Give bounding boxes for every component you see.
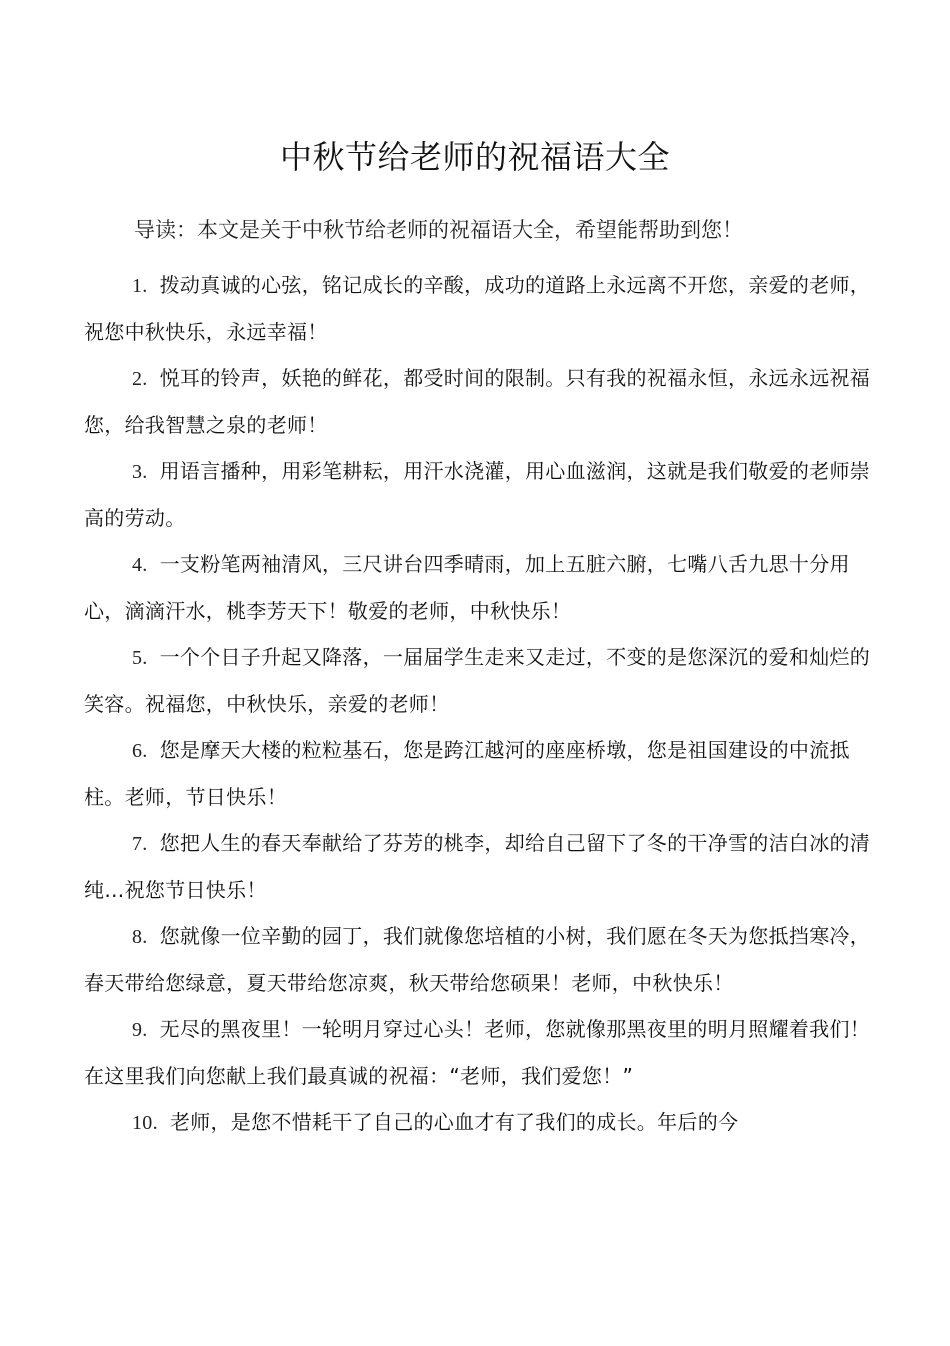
item-number: 3. xyxy=(132,461,148,483)
item-text: 您就像一位辛勤的园丁，我们就像您培植的小树，我们愿在冬天为您抵挡寒冷，春天带给您绿意，夏天带给您凉爽，秋天带给您硕果！老师，中秋快乐！ xyxy=(84,924,871,995)
list-item xyxy=(84,1099,884,1146)
list-item xyxy=(84,727,884,820)
intro-paragraph: 导读：本文是关于中秋节给老师的祝福语大全，希望能帮助到您！ xyxy=(134,218,743,242)
item-text: 拨动真诚的心弦，铭记成长的辛酸，成功的道路上永远离不开您，亲爱的老师，祝您中秋快乐，永远幸福！ xyxy=(84,273,871,344)
item-text: 您把人生的春天奉献给了芬芳的桃李，却给自己留下了冬的干净雪的洁白冰的清纯…祝您节日快乐！ xyxy=(84,831,871,902)
list-item xyxy=(84,541,884,634)
greeting-list xyxy=(84,262,884,1146)
document-title: 中秋节给老师的祝福语大全 xyxy=(279,138,670,176)
item-number: 9. xyxy=(132,1019,148,1041)
item-text: 一支粉笔两袖清风，三尺讲台四季晴雨，加上五脏六腑，七嘴八舌九思十分用心，滴滴汗水，桃李芳天下！敬爱的老师，中秋快乐！ xyxy=(84,552,850,623)
item-number: 1. xyxy=(132,275,148,297)
item-number: 8. xyxy=(132,926,148,948)
item-text: 悦耳的铃声，妖艳的鲜花，都受时间的限制。只有我的祝福永恒，永远永远祝福您，给我智慧之泉的老师！ xyxy=(84,366,871,437)
item-text: 用语言播种，用彩笔耕耘，用汗水浇灌，用心血滋润，这就是我们敬爱的老师崇高的劳动。 xyxy=(84,459,871,530)
list-item xyxy=(84,355,884,448)
item-number: 5. xyxy=(132,647,148,669)
list-item xyxy=(84,262,884,355)
item-number: 7. xyxy=(132,833,148,855)
item-number: 6. xyxy=(132,740,148,762)
list-item xyxy=(84,448,884,541)
list-item xyxy=(84,1006,884,1099)
item-text: 无尽的黑夜里！一轮明月穿过心头！老师，您就像那黑夜里的明月照耀着我们！在这里我们向您献上我们最真诚的祝福：“老师，我们爱您！” xyxy=(84,1017,871,1088)
item-text: 老师，是您不惜耗干了自己的心血才有了我们的成长。年后的今 xyxy=(169,1110,739,1134)
list-item xyxy=(84,820,884,913)
item-number: 2. xyxy=(132,368,148,390)
item-number: 10. xyxy=(132,1112,158,1134)
item-text: 一个个日子升起又降落，一届届学生走来又走过，不变的是您深沉的爱和灿烂的笑容。祝福您，中秋快乐，亲爱的老师！ xyxy=(84,645,871,716)
list-item xyxy=(84,634,884,727)
list-item xyxy=(84,913,884,1006)
item-number: 4. xyxy=(132,554,148,576)
item-text: 您是摩天大楼的粒粒基石，您是跨江越河的座座桥墩，您是祖国建设的中流抵柱。老师，节日快乐！ xyxy=(84,738,850,809)
